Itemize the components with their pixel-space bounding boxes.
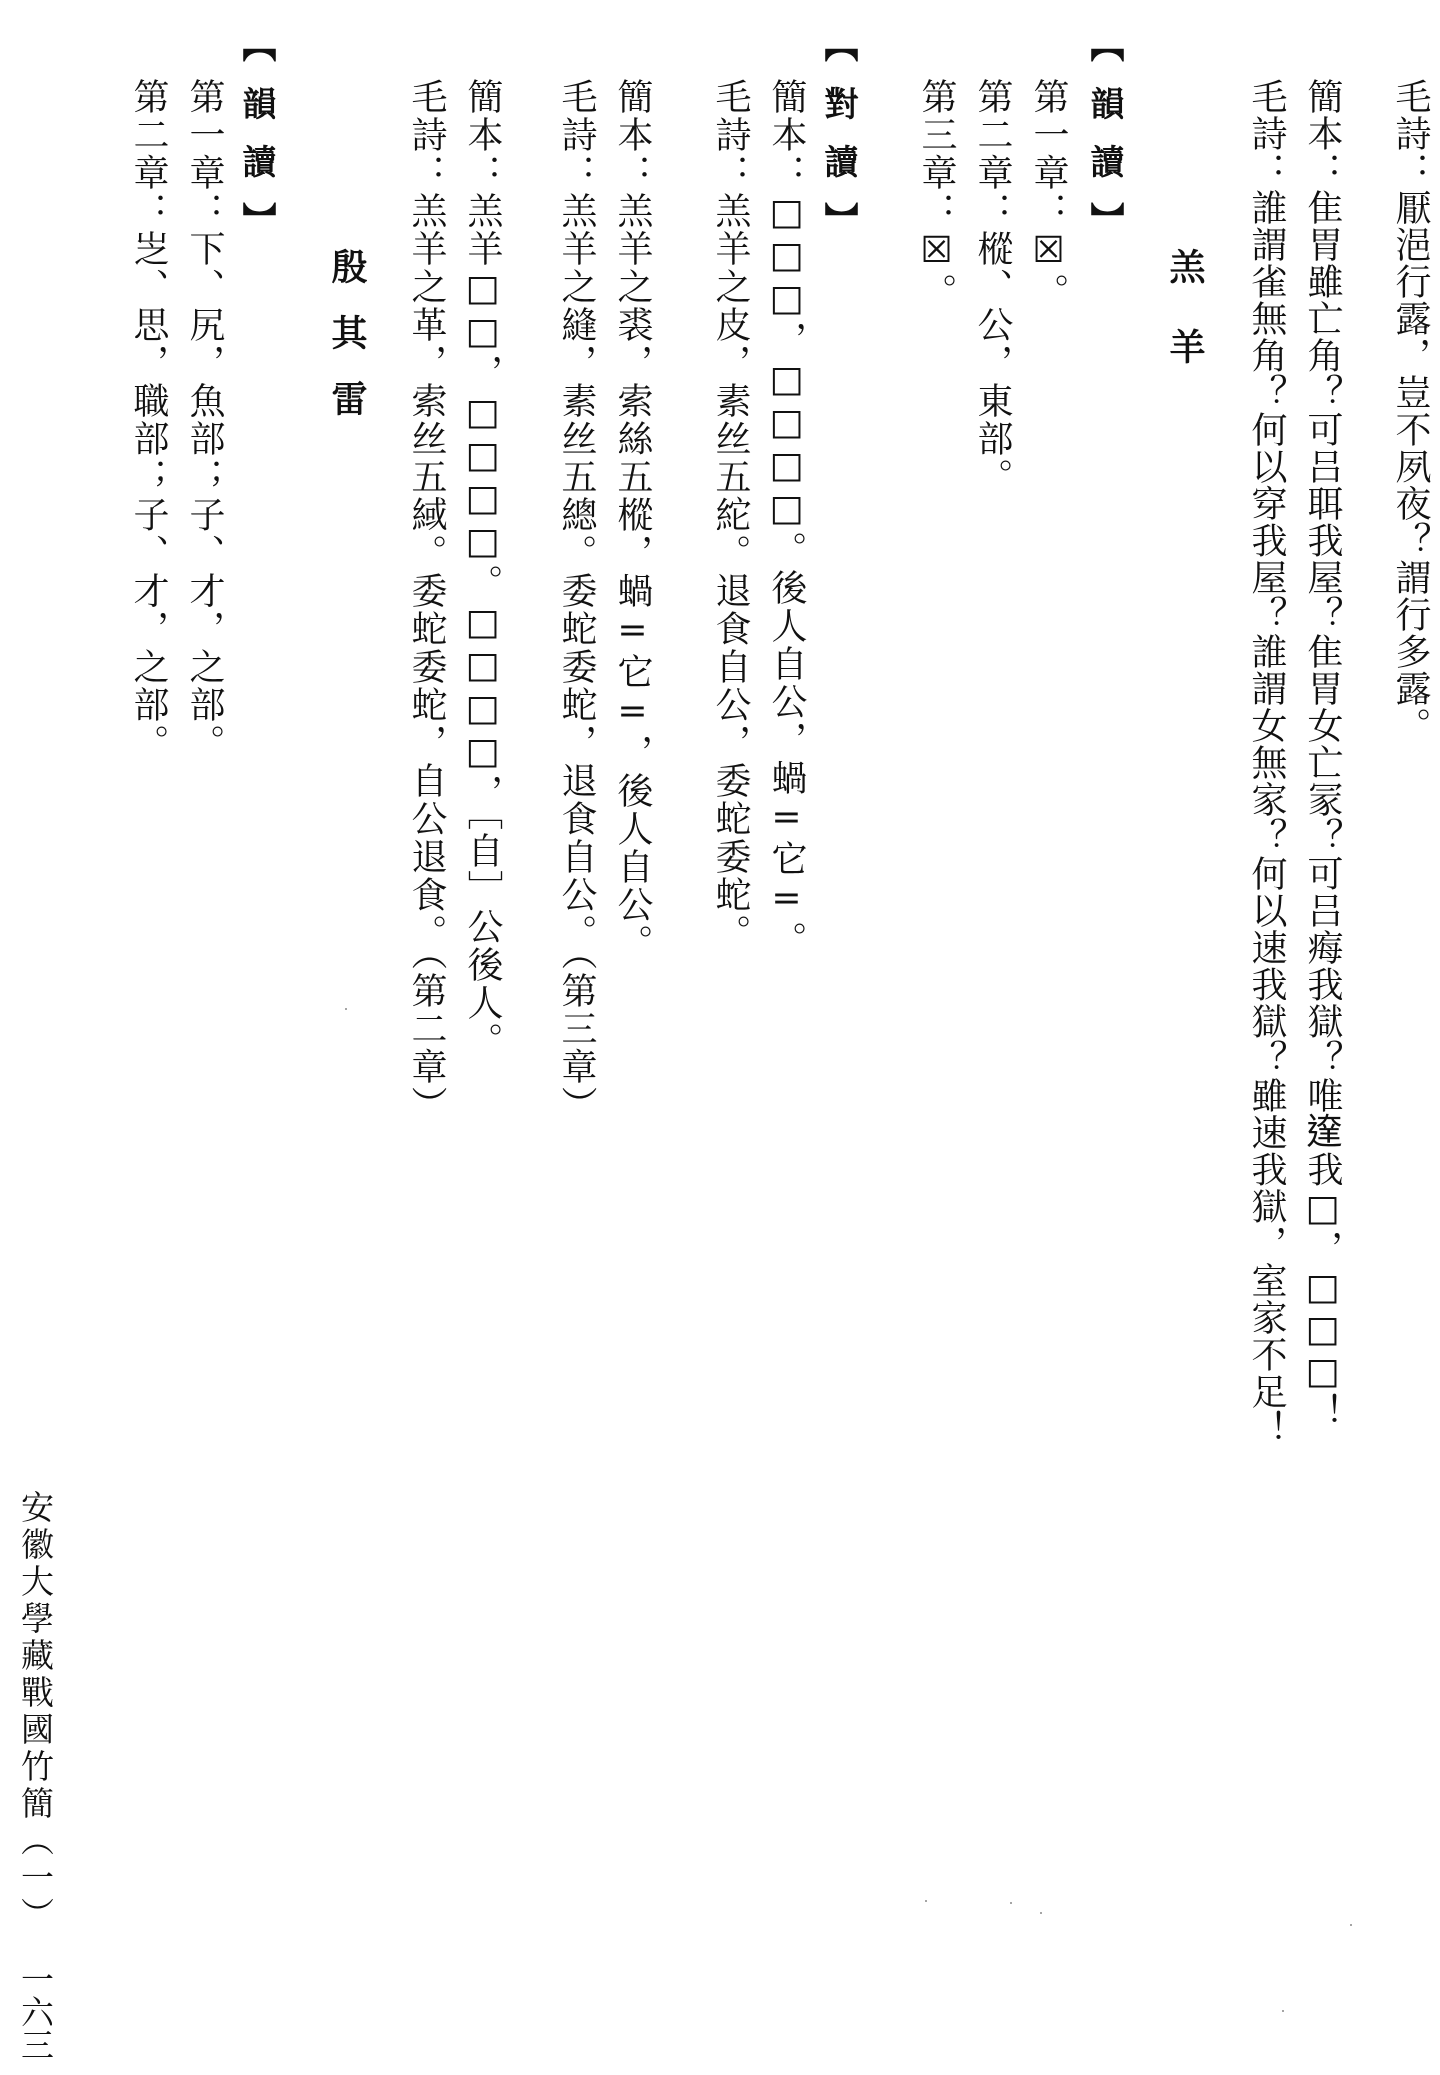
yundu-line: 第二章：樅、公，東部。 (972, 78, 1013, 496)
yundu-header: 【韻讀】 (236, 28, 276, 260)
yundu-line: 第一章：下、尻，魚部；子、才，之部。 (184, 78, 225, 762)
yundu-header: 【韻讀】 (1084, 28, 1124, 260)
scan-speck (345, 1008, 347, 1010)
duidu-header: 【對讀】 (818, 28, 858, 260)
book-title: 安徽大學藏戰國竹簡（一） (16, 1490, 55, 1934)
mao-continuation: 毛詩：厭浥行露，豈不夙夜？謂行多露。 (1390, 78, 1431, 744)
poem-title: 羔羊 (1164, 248, 1206, 408)
maoshi-line: 毛詩：誰謂雀無角？何以穿我屋？誰謂女無家？何以速我獄？雖速我獄，室家不足！ (1246, 78, 1287, 1447)
scan-speck (1350, 1924, 1352, 1926)
maoshi-line: 毛詩：羔羊之革，索丝五緎。委蛇委蛇，自公退食。（第二章） (406, 78, 447, 1124)
yundu-line: 第一章：☒。 (1028, 78, 1069, 311)
maoshi-line: 毛詩：羔羊之縫，素丝五總。委蛇委蛇，退食自公。（第三章） (556, 78, 597, 1124)
poem-title: 殷其雷 (326, 248, 368, 446)
yundu-line: 第三章：☒。 (916, 78, 957, 311)
yundu-line: 第二章：㞫、思，職部；子、才，之部。 (128, 78, 169, 762)
jianben-line: 簡本：隹胃雖亡角？可吕聑我屋？隹胃女亡冡？可吕痗我獄？唯𨔶我□，□□□！ (1302, 78, 1343, 1430)
page-number: 一六三 (16, 1962, 55, 2061)
scan-speck (925, 1900, 927, 1902)
jianben-line: 簡本：羔羊□□，□□□□。□□□□，［自］公後人。 (462, 78, 503, 1060)
scan-speck (1010, 1902, 1012, 1904)
scan-speck (1282, 2010, 1284, 2012)
jianben-line: 簡本：羔羊之裘，索絲五樅，蝸=它=，後人自公。 (612, 78, 653, 962)
jianben-line: 簡本：□□□，□□□□。後人自公，蝸=它=。 (766, 78, 807, 959)
maoshi-line: 毛詩：羔羊之皮，素丝五紽。退食自公，委蛇委蛇。 (710, 78, 751, 952)
scan-speck (1040, 1912, 1042, 1914)
